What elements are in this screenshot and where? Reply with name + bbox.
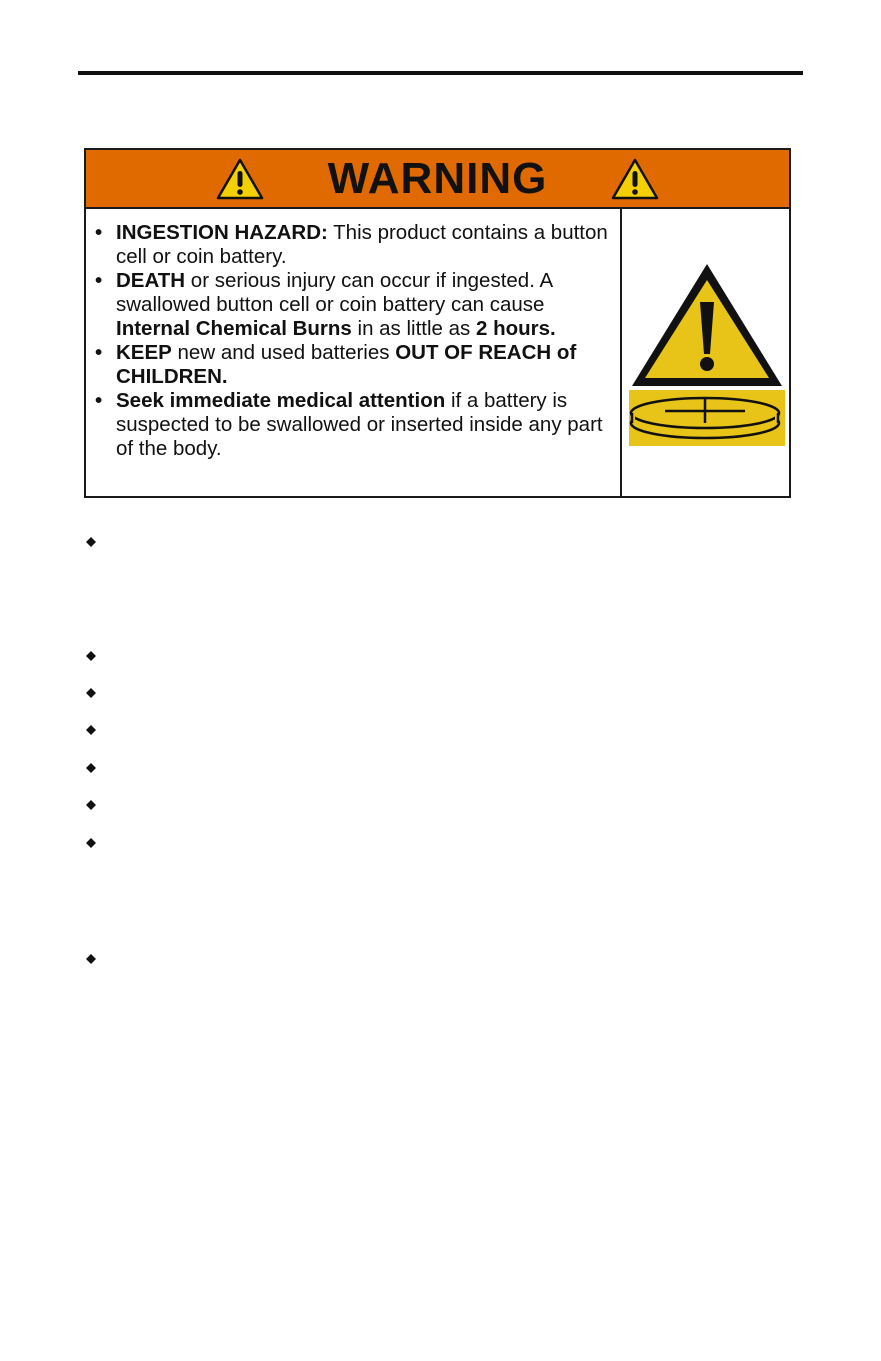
bullet-diamond-icon bbox=[86, 688, 96, 698]
bullet-diamond-icon bbox=[86, 763, 96, 773]
warning-item-text: This product contains a button cell or coin battery. bbox=[116, 221, 608, 268]
warning-item bbox=[93, 221, 618, 269]
vertical-divider bbox=[620, 207, 622, 496]
bullet-diamond-icon bbox=[86, 651, 96, 661]
warning-item-text: new and used batteries bbox=[171, 341, 396, 364]
warning-item bbox=[93, 341, 618, 389]
warning-list bbox=[93, 221, 618, 461]
warning-emphasis: Seek immediate medical attention bbox=[116, 389, 446, 412]
warning-triangle-icon bbox=[611, 158, 659, 200]
bullet-diamond-icon bbox=[86, 537, 96, 547]
warning-body bbox=[86, 207, 789, 496]
top-rule bbox=[78, 71, 803, 75]
warning-item-text: in as little as bbox=[351, 317, 477, 340]
warning-text bbox=[93, 221, 618, 461]
warning-emphasis: 2 hours. bbox=[476, 317, 556, 340]
warning-triangle-icon bbox=[216, 158, 264, 200]
warning-emphasis: DEATH bbox=[116, 269, 186, 292]
bullet-diamond-icon bbox=[86, 954, 96, 964]
warning-title: WARNING bbox=[327, 153, 548, 203]
warning-emphasis: INGESTION HAZARD: bbox=[116, 221, 328, 244]
bullet-diamond-icon bbox=[86, 838, 96, 848]
warning-item bbox=[93, 389, 618, 461]
warning-emphasis: Internal Chemical Burns bbox=[116, 317, 352, 340]
coin-battery-hazard-icon bbox=[629, 260, 785, 446]
warning-item-text: or serious injury can occur if ingested. A swallowed button cell or coin battery can cause bbox=[116, 269, 553, 316]
warning-emphasis: OUT OF REACH of CHILDREN. bbox=[116, 341, 577, 388]
bullet-diamond-icon bbox=[86, 800, 96, 810]
warning-item bbox=[93, 269, 618, 341]
bullet-diamond-icon bbox=[86, 725, 96, 735]
warning-emphasis: KEEP bbox=[116, 341, 172, 364]
warning-header bbox=[86, 150, 789, 209]
warning-label bbox=[84, 148, 791, 498]
warning-item-text: if a battery is suspected to be swallowed or inserted inside any part of the body. bbox=[116, 389, 603, 460]
